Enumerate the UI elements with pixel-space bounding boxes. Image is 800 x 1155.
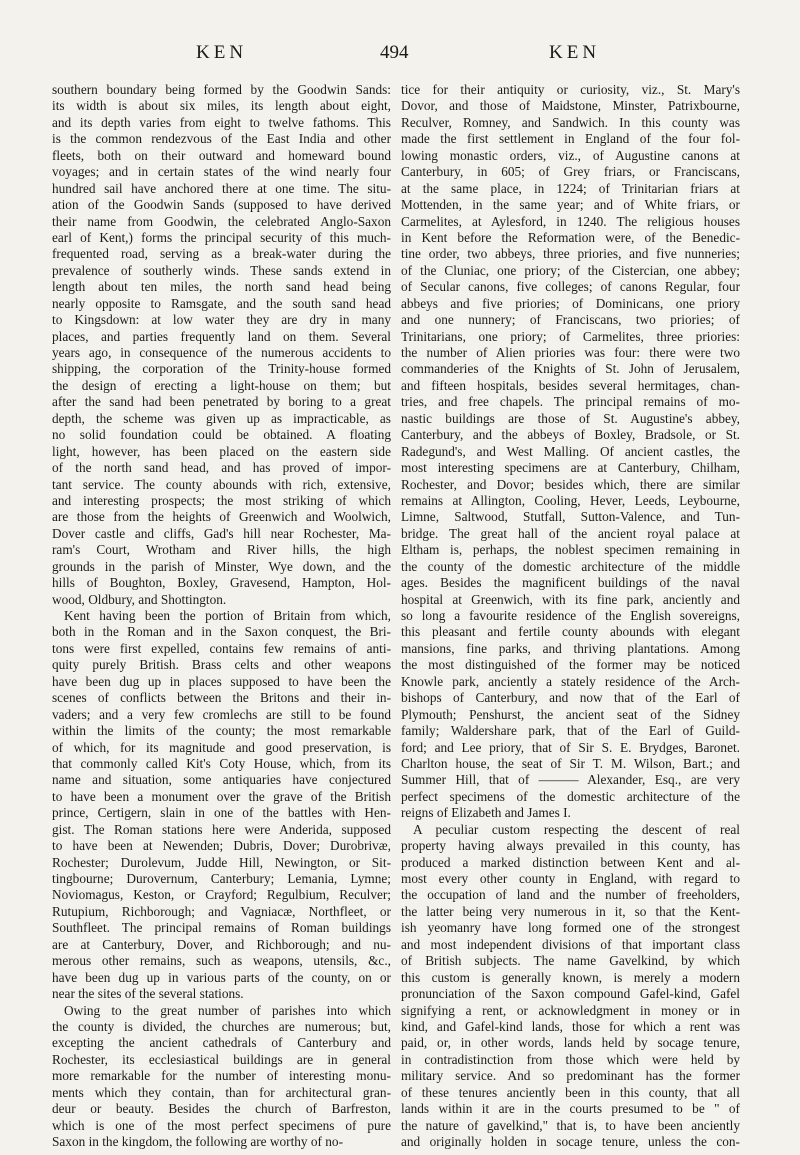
text-line: the number of Alien priories was four: there were two <box>401 345 740 360</box>
text-line: hundred sail have anchored there at one time. The situ- <box>52 180 391 196</box>
text-line: and originally holden in socage tenure, unless the con- <box>401 1134 740 1149</box>
text-line: quity purely British. Brass celts and other weapons <box>52 657 391 673</box>
text-line: more remarkable for the number of interesting monu- <box>52 1068 391 1084</box>
text-line: commanderies of the Knights of St. John of Jerusalem, <box>401 361 740 377</box>
text-line: after the sand had been penetrated by boring to a great <box>52 394 391 410</box>
text-line: ation of the Goodwin Sands (supposed to have derived <box>52 197 391 213</box>
text-line: tine order, two abbeys, three priories, and five nunneries; <box>401 246 740 262</box>
text-line: abbeys and five priories; of Dominicans, one priory <box>401 295 740 311</box>
text-line: property having always prevailed in this county, has <box>401 838 740 854</box>
text-line: southern boundary being formed by the Goodwin Sands: <box>52 82 391 97</box>
text-line: and its depth varies from eight to twelve fathoms. This <box>52 114 391 130</box>
text-line: paid, or, in other words, lands held by socage tenure, <box>401 1035 740 1051</box>
text-line: of which, for its magnitude and good preservation, is <box>52 739 391 755</box>
text-line: A peculiar custom respecting the descent of real <box>413 821 740 837</box>
text-line: years ago, in consequence of the numerous accidents to <box>52 345 391 360</box>
text-line: which is one of the most perfect specimens of pure <box>52 1117 391 1133</box>
text-line: grounds in the parish of Minster, Wye down, and the <box>52 558 391 574</box>
text-line: deur or beauty. Besides the church of Barfreston, <box>52 1101 391 1117</box>
text-line: Carmelites, at Aylesford, in 1240. The religious houses <box>401 213 740 229</box>
text-line: frequented road, serving as a break-water during the <box>52 246 391 262</box>
text-line: voyages; and in certain states of the wind nearly four <box>52 164 391 180</box>
text-line: bridge. The great hall of the ancient royal palace at <box>401 525 740 541</box>
text-line: military service. And so predominant has the former <box>401 1068 740 1084</box>
text-line: most interesting specimens are at Canterbury, Chilham, <box>401 460 740 476</box>
text-line: of British subjects. The name Gavelkind, by which <box>401 953 740 969</box>
text-line: perfect specimens of the domestic architecture of the <box>401 788 740 804</box>
text-line: kind, and Gafel-kind lands, those for which a rent was <box>401 1018 740 1034</box>
text-line: wood, Oldbury, and Shottington. <box>52 591 227 607</box>
text-line: are those from the heights of Greenwich and Woolwich, <box>52 509 391 525</box>
text-line: of the north sand head, and has proved of impor- <box>52 460 391 476</box>
header-left-word: KEN <box>196 42 248 63</box>
text-line: Dover castle and cliffs, Gad's hill near Rochester, Ma- <box>52 525 391 541</box>
text-line: have been dug up in various parts of the county, on or <box>52 969 391 985</box>
text-line: tingbourne; Durovernum, Canterbury; Lemania, Lymne; <box>52 871 391 886</box>
text-line: Limne, Saltwood, Stutfall, Sutton-Valence, and Tun- <box>401 509 740 525</box>
text-line: scenes of conflicts between the Britons and their in- <box>52 690 391 706</box>
text-line: bishops of Canterbury, and now that of the Earl of <box>401 690 740 706</box>
text-line: its width is about six miles, its length about eight, <box>52 98 391 114</box>
text-line: places, and parties frequently land on them. Several <box>52 328 391 344</box>
left-text-column <box>52 82 391 1150</box>
text-line: light, however, has been placed on the eastern side <box>52 443 391 459</box>
text-line: within the limits of the county; the most remarkable <box>52 723 391 739</box>
text-line: Rochester, and Dovor; besides which, there are similar <box>401 476 740 492</box>
text-line: prevalence of southerly winds. These sands extend in <box>52 262 391 278</box>
text-line: depth, the scheme was given up as impracticable, as <box>52 410 391 426</box>
text-line: signifying a rent, or acknowledgment in money or in <box>401 1002 740 1018</box>
page-number: 494 <box>380 42 409 63</box>
running-header <box>0 42 800 72</box>
text-line: are at Canterbury, Dover, and Richborough; and nu- <box>52 936 391 952</box>
text-line: excepting the ancient cathedrals of Canterbury and <box>52 1035 391 1051</box>
text-line: the latter being very numerous in it, so that the Kent- <box>401 903 740 919</box>
text-line: Noviomagus, Keston, or Crayford; Regulbium, Reculver; <box>52 887 391 903</box>
text-line: the most distinguished of the former may be noticed <box>401 657 740 673</box>
text-line: most every other county in England, with regard to <box>401 871 740 886</box>
text-line: tries, and free chapels. The principal remains of mo- <box>401 394 740 410</box>
text-line: gist. The Roman stations here were Anderida, supposed <box>52 821 391 837</box>
text-line: tant service. The county abounds with rich, extensive, <box>52 476 391 492</box>
text-line: and one nunnery; of Franciscans, two priories; of <box>401 312 740 328</box>
text-line: tice for their antiquity or curiosity, viz., St. Mary's <box>401 82 740 97</box>
text-line: no solid foundation could be obtained. A floating <box>52 427 391 443</box>
text-line: length about ten miles, the north sand head being <box>52 279 391 295</box>
text-line: hills of Boughton, Boxley, Gravesend, Hampton, Hol- <box>52 575 391 591</box>
text-line: to have been a monument over the grave of the British <box>52 788 391 804</box>
text-line: so long a favourite residence of the English sovereigns, <box>401 608 740 623</box>
text-line: ages. Besides the magnificent buildings of the naval <box>401 575 740 591</box>
text-line: prince, Certigern, slain in one of the battles with Hen- <box>52 805 391 821</box>
header-right-word: KEN <box>549 42 601 63</box>
text-line: lands within it are in the courts presumed to be " of <box>401 1101 740 1117</box>
text-line: tons were first expelled, contains few remains of anti- <box>52 640 391 656</box>
right-text-column <box>401 82 740 1150</box>
text-line: ments which they contain, than for architectural gran- <box>52 1084 391 1100</box>
text-line: and interesting prospects; the most striking of which <box>52 492 391 508</box>
text-line: Saxon in the kingdom, the following are worthy of no- <box>52 1134 344 1149</box>
text-line: the county of the domestic architecture of the middle <box>401 558 740 574</box>
text-line: is the common rendezvous of the East India and other <box>52 131 391 147</box>
text-line: of the Cluniac, one priory; of the Cistercian, one abbey; <box>401 262 740 278</box>
text-line: hospital at Greenwich, with its fine park, anciently and <box>401 591 740 607</box>
text-line: the county is divided, the churches are numerous; but, <box>52 1018 391 1034</box>
text-line: near the sites of the several stations. <box>52 986 244 1002</box>
text-line: remains at Allington, Cooling, Hever, Leeds, Leybourne, <box>401 492 740 508</box>
text-line: the occupation of land and the number of freeholders, <box>401 887 740 903</box>
text-line: Radegund's, and West Malling. Of ancient castles, the <box>401 443 740 459</box>
text-line: Kent having been the portion of Britain from which, <box>64 608 391 623</box>
text-line: produced a marked distinction between Kent and al- <box>401 854 740 870</box>
text-line: Southfleet. The principal remains of Roman buildings <box>52 920 391 936</box>
text-line: this custom is generally known, is merely a modern <box>401 969 740 985</box>
text-line: and fifteen hospitals, besides several hermitages, chan- <box>401 377 740 393</box>
text-line: in Kent before the Reformation were, of the Benedic- <box>401 229 740 245</box>
text-line: Mottenden, in the same year; and of White friars, or <box>401 197 740 213</box>
text-line: Plymouth; Penshurst, the ancient seat of the Sidney <box>401 706 740 722</box>
text-line: ram's Court, Wrotham and River hills, the high <box>52 542 391 558</box>
text-line: that commonly called Kit's Coty House, which, from its <box>52 755 391 771</box>
text-line: Canterbury, in 605; of Grey friars, or Franciscans, <box>401 164 740 180</box>
text-line: Reculver, Romney, and Sandwich. In this county was <box>401 114 740 130</box>
text-line: name and situation, some antiquaries have conjectured <box>52 772 391 788</box>
text-line: of Secular canons, five colleges; of canons Regular, four <box>401 279 740 295</box>
text-line: Charlton house, the seat of Sir T. M. Wilson, Bart.; and <box>401 755 740 771</box>
text-line: Knowle park, anciently a stately residence of the Arch- <box>401 673 740 689</box>
text-line: and most independent divisions of that important class <box>401 936 740 952</box>
text-line: to have been at Newenden; Dubris, Dover; Durobrivæ, <box>52 838 391 854</box>
text-line: Rochester, its ecclesiastical buildings are in general <box>52 1051 391 1067</box>
text-line: family; Waldershare park, that of the Earl of Guild- <box>401 723 740 739</box>
text-line: nearly opposite to Ramsgate, and the south sand head <box>52 295 391 311</box>
text-line: nastic buildings are those of St. Augustine's abbey, <box>401 410 740 426</box>
text-line: Trinitarians, one priory; of Carmelites, three priories: <box>401 328 740 344</box>
text-line: reigns of Elizabeth and James I. <box>401 805 571 821</box>
text-line: Rutupium, Richborough; and Vagniacæ, Northfleet, or <box>52 903 391 919</box>
text-line: pronunciation of the Saxon compound Gafel-kind, Gafel <box>401 986 740 1002</box>
text-line: earl of Kent,) forms the principal security of this much- <box>52 229 391 245</box>
text-line: made the first settlement in England of the four fol- <box>401 131 740 147</box>
text-line: Eltham is, perhaps, the noblest specimen remaining in <box>401 542 740 558</box>
text-line: Owing to the great number of parishes into which <box>64 1002 391 1018</box>
text-line: merous other remains, such as weapons, utensils, &c., <box>52 953 391 969</box>
text-line: vaders; and a very few cromlechs are still to be found <box>52 706 391 722</box>
text-line: fleets, both on their outward and homeward bound <box>52 147 391 163</box>
text-line: ford; and Lee priory, that of Sir S. E. Brydges, Baronet. <box>401 739 740 755</box>
text-line: their name from Goodwin, the celebrated Anglo-Saxon <box>52 213 391 229</box>
text-line: Summer Hill, that of ——— Alexander, Esq., are very <box>401 772 740 788</box>
text-line: have been dug up in places supposed to have been the <box>52 673 391 689</box>
text-line: Dovor, and those of Maidstone, Minster, Patrixbourne, <box>401 98 740 114</box>
text-line: this pleasant and fertile county abounds with elegant <box>401 624 740 640</box>
text-line: mansions, fine parks, and thriving plantations. Among <box>401 640 740 656</box>
text-line: both in the Roman and in the Saxon conquest, the Bri- <box>52 624 391 640</box>
text-line: of these tenures anciently been in this county, that all <box>401 1084 740 1100</box>
text-line: to Kingsdown: at low water they are dry in many <box>52 312 391 328</box>
text-line: the nature of gavelkind," that is, to have been anciently <box>401 1117 740 1133</box>
text-line: ish yeomanry have long formed one of the strongest <box>401 920 740 936</box>
text-line: lowing monastic orders, viz., of Augustine canons at <box>401 147 740 163</box>
text-line: Canterbury, and the abbeys of Boxley, Bradsole, or St. <box>401 427 740 443</box>
text-line: shipping, the corporation of the Trinity-house formed <box>52 361 391 377</box>
text-line: in contradistinction from those which were held by <box>401 1051 740 1067</box>
text-line: Rochester; Durolevum, Judde Hill, Newington, or Sit- <box>52 854 391 870</box>
text-line: at the same place, in 1224; of Trinitarian friars at <box>401 180 740 196</box>
text-line: the design of erecting a light-house on them; but <box>52 377 391 393</box>
